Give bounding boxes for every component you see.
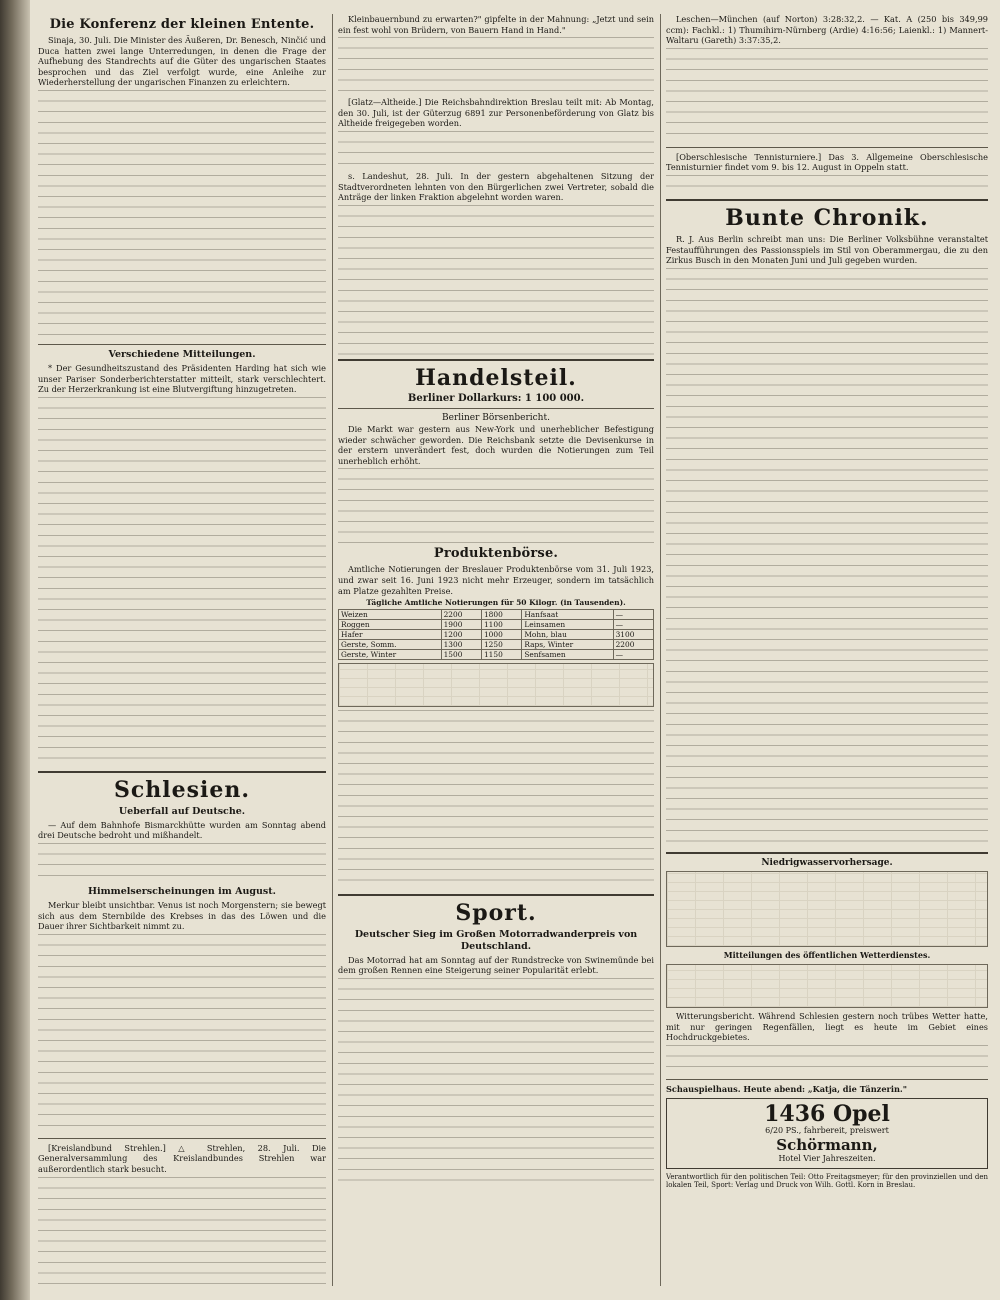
text-block [666, 1045, 988, 1075]
heading-wetter: Mitteilungen des öffentlichen Wetterdienstes. [723, 950, 931, 961]
divider [666, 147, 988, 148]
table-row [339, 639, 654, 649]
table-cell: 1200 [441, 629, 481, 639]
article-glatz: [Glatz—Altheide.] Die Reichsbahndirektion Breslau teilt mit: Ab Montag, den 30. Juli, ist der Güterzug 6891 zur Personenbeförderung von Glatz bis Altheide freigegeben worden. [338, 97, 654, 129]
table-cell: Weizen [339, 609, 442, 619]
divider [666, 199, 988, 201]
table-cell: Gerste, Somm. [339, 639, 442, 649]
table-cell: — [613, 619, 653, 629]
heading-boerse: Berliner Börsenbericht. [442, 413, 550, 424]
table-cell: — [613, 609, 653, 619]
text-block [666, 268, 988, 848]
table-row [339, 629, 654, 639]
heading-schlesien: Schlesien. [113, 776, 251, 803]
article-ueberfall: — Auf dem Bahnhofe Bismarckhütte wurden am Sonntag abend drei Deutsche bedroht und mißhandelt. [38, 819, 326, 841]
text-block [38, 934, 326, 1134]
divider [38, 1138, 326, 1139]
table-cell: 1800 [481, 609, 521, 619]
ad-headline: 1436 Opel [764, 1101, 890, 1128]
water-forecast-table [666, 871, 988, 947]
table-cell: 2200 [613, 639, 653, 649]
article-tennis: [Oberschlesische Tennisturniere.] Das 3. Allgemeine Oberschlesische Tennisturnier findet vom 9. bis 12. August in Oppeln statt. [666, 151, 988, 173]
table-row [339, 609, 654, 619]
text-block [338, 710, 654, 890]
column-2 [338, 14, 654, 1286]
text-block [666, 48, 988, 143]
text-block [338, 978, 654, 1188]
table-row [339, 649, 654, 659]
table-cell: 2200 [441, 609, 481, 619]
table-cell: Senfsamen [522, 649, 613, 659]
article-landeshut: s. Landeshut, 28. Juli. In der gestern abgehaltenen Sitzung der Stadtverordneten lehnten von den Bürgerlichen zwei Vertreter, sobald die Anträge der linken Fraktion abgelehnt worden waren. [338, 170, 654, 203]
text-block [38, 397, 326, 767]
table-cell: Hafer [339, 629, 442, 639]
heading-himmel: Himmelserscheinungen im August. [88, 885, 276, 897]
heading-mitteilungen: Verschiedene Mitteilungen. [108, 348, 256, 360]
divider [338, 408, 654, 409]
dollar-rate: Berliner Dollarkurs: 1 100 000. [407, 392, 585, 404]
divider [38, 771, 326, 773]
heading-wasser: Niedrigwasservorhersage. [761, 857, 893, 868]
heading-produkten: Produktenbörse. [433, 546, 559, 562]
text-block [666, 175, 988, 195]
table-cell: Hanfsaat [522, 609, 613, 619]
divider [338, 894, 654, 896]
article-sport: Das Motorrad hat am Sonntag auf der Rundstrecke von Swinemünde bei dem großen Rennen eine Steigerung seiner Popularität erlebt. [338, 954, 654, 976]
article-kleinbauern: Kleinbauernbund zu erwarten?" gipfelte in der Mahnung: „Jetzt und sein ein fest wohl von Brüdern, von Bauern Hand in Hand." [338, 14, 654, 35]
table-cell: Mohn, blau [522, 629, 613, 639]
table-cell: 1100 [481, 619, 521, 629]
divider [666, 1079, 988, 1080]
price-table-secondary [338, 663, 654, 707]
column-3 [666, 14, 988, 1286]
price-table [338, 609, 654, 660]
weather-table [666, 964, 988, 1008]
table-cell: — [613, 649, 653, 659]
impressum: Verantwortlich für den politischen Teil: Otto Freitagsmeyer; für den provinziellen und den lokalen Teil, Sport: Verlag und Druck von Wilh. Gottl. Korn in Breslau. [666, 1172, 988, 1189]
table-cell: 1900 [441, 619, 481, 629]
divider [666, 852, 988, 854]
car-advertisement [666, 1098, 988, 1168]
table-cell: Roggen [339, 619, 442, 629]
article-mitteilungen: * Der Gesundheitszustand des Präsidenten Harding hat sich wie unser Pariser Sonderberichterstatter mitteilt, stark verschlechtert. Zu der Herzerkrankung ist eine Blutvergiftung hinzugetreten. [38, 362, 326, 395]
heading-ueberfall: Ueberfall auf Deutsche. [118, 805, 246, 817]
article-produkten: Amtliche Notierungen der Breslauer Produktenbörse vom 31. Juli 1923, und zwar seit 16. Juni 1923 nicht mehr Erzeuger, sondern im tatsächlich am Platze gezahlten Preise. [338, 564, 654, 596]
table-row [339, 619, 654, 629]
heading-sport: Sport. [455, 899, 537, 926]
ad-line: 6/20 PS., fahrbereit, preiswert [765, 1126, 889, 1136]
table-cell: 1000 [481, 629, 521, 639]
article-bunte: R. J. Aus Berlin schreibt man uns: Die Berliner Volksbühne veranstaltet Festaufführungen des Passionsspiels im Stil von Oberammergau, die zu den Zirkus Busch in den Monaten Juni und Juli gegeben wurden. [666, 233, 988, 266]
text-block [38, 90, 326, 340]
article-himmel: Merkur bleibt unsichtbar. Venus ist noch Morgenstern; sie bewegt sich aus dem Sternbilde des Krebses in das des Löwen und die Dauer ihrer Sichtbarkeit nimmt zu. [38, 899, 326, 932]
column-rule [660, 14, 661, 1286]
text-block [38, 843, 326, 883]
table-cell: Raps, Winter [522, 639, 613, 649]
text-block [338, 37, 654, 97]
text-block [338, 131, 654, 171]
text-block [338, 205, 654, 355]
article-leschen: Leschen—München (auf Norton) 3:28:32,2. — Kat. A (250 bis 349,99 ccm): Fachkl.: 1) Thumihirn-Nürnberg (Ardie) 4:16:56; Laienkl.: 1) Mannert-Waltaru (Gareth) 3:37:35,2. [666, 14, 988, 46]
table-cell: Leinsamen [522, 619, 613, 629]
article-wetter: Witterungsbericht. Während Schlesien gestern noch trübes Wetter hatte, mit nur geringen Regenfällen, liegt es heute im Gebiet eines Hochdruckgebietes. [666, 1010, 988, 1043]
heading-handelsteil: Handelsteil. [415, 364, 577, 391]
table-cell: Gerste, Winter [339, 649, 442, 659]
text-block [38, 1177, 326, 1287]
theater-notice: Schauspielhaus. Heute abend: „Katja, die Tänzerin." [666, 1083, 908, 1094]
table-title: Tägliche Amtliche Notierungen für 50 Kilogr. (in Tausenden). [366, 598, 626, 608]
table-cell: 3100 [613, 629, 653, 639]
binding-edge [0, 0, 30, 1300]
column-1 [38, 14, 326, 1286]
heading-motorrad: Deutscher Sieg im Großen Motorradwanderpreis von Deutschland. [354, 928, 638, 952]
article-boerse: Die Markt war gestern aus New-York und unerheblicher Befestigung wieder schwächer geworden. Die Reichsbank setzte die Devisenkurse in der erstern unverändert fest, doch wurden die Notierungen zum Teil unerheblich erhöht. [338, 423, 654, 466]
table-cell: 1500 [441, 649, 481, 659]
divider [338, 359, 654, 361]
column-rule [332, 14, 333, 1286]
ad-name: Schörmann, [776, 1135, 878, 1154]
text-block [338, 468, 654, 543]
article-konferenz: Sinaja, 30. Juli. Die Minister des Äußeren, Dr. Benesch, Ninčić und Duca hatten zwei lange Unterredungen, in denen die Frage der Aufhebung des Standrechts auf die Güter des ungarischen Staates besprochen und das Ziel verfolgt wurde, eine Anleihe zur Wiederherstellung der ungarischen Finanzen zu erleichtern. [38, 35, 326, 88]
table-cell: 1150 [481, 649, 521, 659]
heading-bunte-chronik: Bunte Chronik. [725, 204, 929, 231]
heading-konferenz: Die Konferenz der kleinen Entente. [49, 17, 315, 32]
ad-address: Hotel Vier Jahreszeiten. [778, 1153, 876, 1163]
table-cell: 1300 [441, 639, 481, 649]
article-kreistag: [Kreislandbund Strehlen.] △ Strehlen, 28. Juli. Die Generalversammlung des Kreislandbundes Strehlen war außerordentlich stark besucht. [38, 1142, 326, 1174]
table-cell: 1250 [481, 639, 521, 649]
divider [38, 344, 326, 345]
